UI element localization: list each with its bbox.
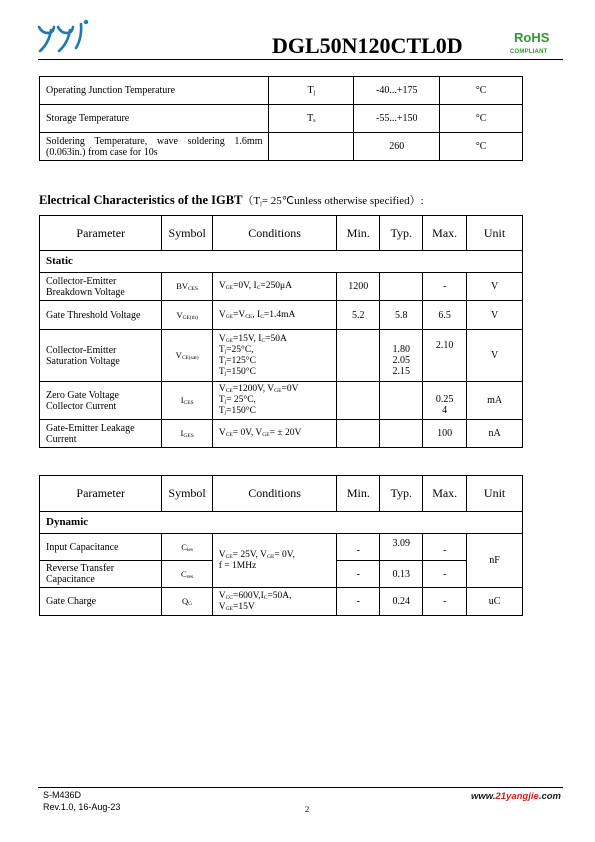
section-row: [40, 512, 523, 534]
static-table: [39, 215, 523, 448]
symbol-cell: $I_{CES}$: [162, 382, 212, 420]
rohs-badge: RoHS: [514, 30, 550, 45]
value-cell: 260: [354, 133, 440, 161]
header-unit: Unit: [467, 216, 523, 251]
param-cell: Gate Threshold Voltage: [40, 301, 162, 330]
header-min: Min.: [337, 476, 380, 512]
table-row: [40, 588, 523, 616]
typ-cell: 0.13: [380, 561, 423, 588]
min-cell: [337, 420, 380, 448]
header-typ: Typ.: [380, 476, 423, 512]
conditions-cell: $V_{CE}= 25V$, $V_{GE}= 0V$, f = 1MHz: [212, 534, 337, 588]
header-typ: Typ.: [380, 216, 423, 251]
symbol-cell: $T_j$: [269, 77, 354, 105]
conditions-cell: $V_{CE}=1200V$, $V_{GE}=0V$ $T_j= 25^\circ C$, $T_j=150^\circ C$: [212, 382, 337, 420]
max-cell: -: [423, 561, 467, 588]
unit-cell: nA: [467, 420, 523, 448]
typ-cell: [380, 382, 423, 420]
part-number: DGL50N120CTL0D: [272, 33, 463, 58]
unit-cell: mA: [467, 382, 523, 420]
dynamic-table: [39, 475, 523, 616]
header-max: Max.: [423, 216, 467, 251]
param-cell: Zero Gate Voltage Collector Current: [40, 382, 162, 420]
symbol-cell: $V_{CE(sat)}$: [162, 330, 212, 382]
table-row: [40, 330, 523, 382]
min-cell: [337, 382, 380, 420]
table-row: [40, 273, 523, 301]
header-min: Min.: [337, 216, 380, 251]
conditions-cell: $V_{GE}=V_{CE}$, $I_C=1.4mA$: [212, 301, 337, 330]
param-cell: Storage Temperature: [40, 105, 269, 133]
revision: Rev.1.0, 16-Aug-23: [43, 802, 121, 812]
min-cell: 5.2: [337, 301, 380, 330]
typ-cell: [380, 273, 423, 301]
table-row: [40, 77, 523, 105]
symbol-cell: $Q_G$: [162, 588, 212, 616]
section-row: [40, 251, 523, 273]
header-max: Max.: [423, 476, 467, 512]
header-conditions: Conditions: [212, 216, 337, 251]
symbol-cell: $T_s$: [269, 105, 354, 133]
footer-divider: [38, 787, 563, 788]
table-row: [40, 133, 523, 161]
typ-cell: 3.09: [380, 534, 423, 561]
symbol-cell: $C_{res}$: [162, 561, 212, 588]
param-cell: Collector-Emitter Breakdown Voltage: [40, 273, 162, 301]
min-cell: -: [337, 534, 380, 561]
max-cell: 100: [423, 420, 467, 448]
doc-id: S-M436D: [43, 790, 82, 800]
param-cell: Soldering Temperature, wave soldering 1.6mm (0.063in.) from case for 10s: [40, 133, 269, 161]
page-number: 2: [305, 804, 310, 814]
table-row: [40, 105, 523, 133]
section-title: Electrical Characteristics of the $IGBT(T_j=$ 25℃unless otherwise specified）:: [39, 193, 424, 207]
table-row: [40, 420, 523, 448]
yj-logo-icon: [36, 18, 92, 58]
typ-cell: 0.24: [380, 588, 423, 616]
param-cell: Gate-Emitter Leakage Current: [40, 420, 162, 448]
conditions-cell: $V_{CC}=600V,I_C=50A$, $V_{GE}=15V$: [212, 588, 337, 616]
typ-cell: 5.8: [380, 301, 423, 330]
table-header-row: [40, 216, 523, 251]
section-label-static: Static: [40, 251, 523, 273]
param-cell: Gate Charge: [40, 588, 162, 616]
min-cell: 1200: [337, 273, 380, 301]
symbol-cell: $C_{ies}$: [162, 534, 212, 561]
rohs-compliant-label: COMPLIANT: [510, 49, 548, 55]
ratings-table: [39, 76, 523, 161]
unit-cell: V: [467, 273, 523, 301]
table-row: [40, 301, 523, 330]
unit-cell: °C: [440, 105, 523, 133]
section-label-dynamic: Dynamic: [40, 512, 523, 534]
max-cell: 2.10: [423, 330, 467, 382]
max-cell: -: [423, 534, 467, 561]
max-cell: -: [423, 588, 467, 616]
header-symbol: Symbol: [162, 476, 212, 512]
min-cell: [337, 330, 380, 382]
symbol-cell: $V_{GE(th)}$: [162, 301, 212, 330]
unit-cell: V: [467, 301, 523, 330]
symbol-cell: $I_{GES}$: [162, 420, 212, 448]
value-cell: -55...+150: [354, 105, 440, 133]
param-cell: Reverse Transfer Capacitance: [40, 561, 162, 588]
table-row: [40, 382, 523, 420]
conditions-cell: $V_{GE}=0V$, $I_C=250\mu A$: [212, 273, 337, 301]
website-link[interactable]: www.21yangjie.com: [471, 791, 561, 802]
param-cell: Operating Junction Temperature: [40, 77, 269, 105]
min-cell: -: [337, 561, 380, 588]
symbol-cell: $BV_{CES}$: [162, 273, 212, 301]
unit-cell: °C: [440, 133, 523, 161]
unit-cell: V: [467, 330, 523, 382]
conditions-cell: $V_{CE}= 0V$, $V_{GE}= \pm 20V$: [212, 420, 337, 448]
unit-cell: nF: [467, 534, 523, 588]
typ-cell: 1.80 2.05 2.15: [380, 330, 423, 382]
header-unit: Unit: [467, 476, 523, 512]
unit-cell: °C: [440, 77, 523, 105]
min-cell: -: [337, 588, 380, 616]
symbol-cell: [269, 133, 354, 161]
max-cell: 0.25 4: [423, 382, 467, 420]
max-cell: 6.5: [423, 301, 467, 330]
param-cell: Collector-Emitter Saturation Voltage: [40, 330, 162, 382]
header-parameter: Parameter: [40, 476, 162, 512]
header-symbol: Symbol: [162, 216, 212, 251]
table-header-row: [40, 476, 523, 512]
table-row: [40, 534, 523, 561]
param-cell: Input Capacitance: [40, 534, 162, 561]
max-cell: -: [423, 273, 467, 301]
conditions-cell: $V_{GE}=15V$, $I_C=50A$ $T_j=25^\circ C$, $T_j=125^\circ C$ $T_j=150^\circ C$: [212, 330, 337, 382]
header-parameter: Parameter: [40, 216, 162, 251]
value-cell: -40...+175: [354, 77, 440, 105]
header-conditions: Conditions: [212, 476, 337, 512]
unit-cell: uC: [467, 588, 523, 616]
typ-cell: [380, 420, 423, 448]
header-divider: [38, 59, 563, 60]
